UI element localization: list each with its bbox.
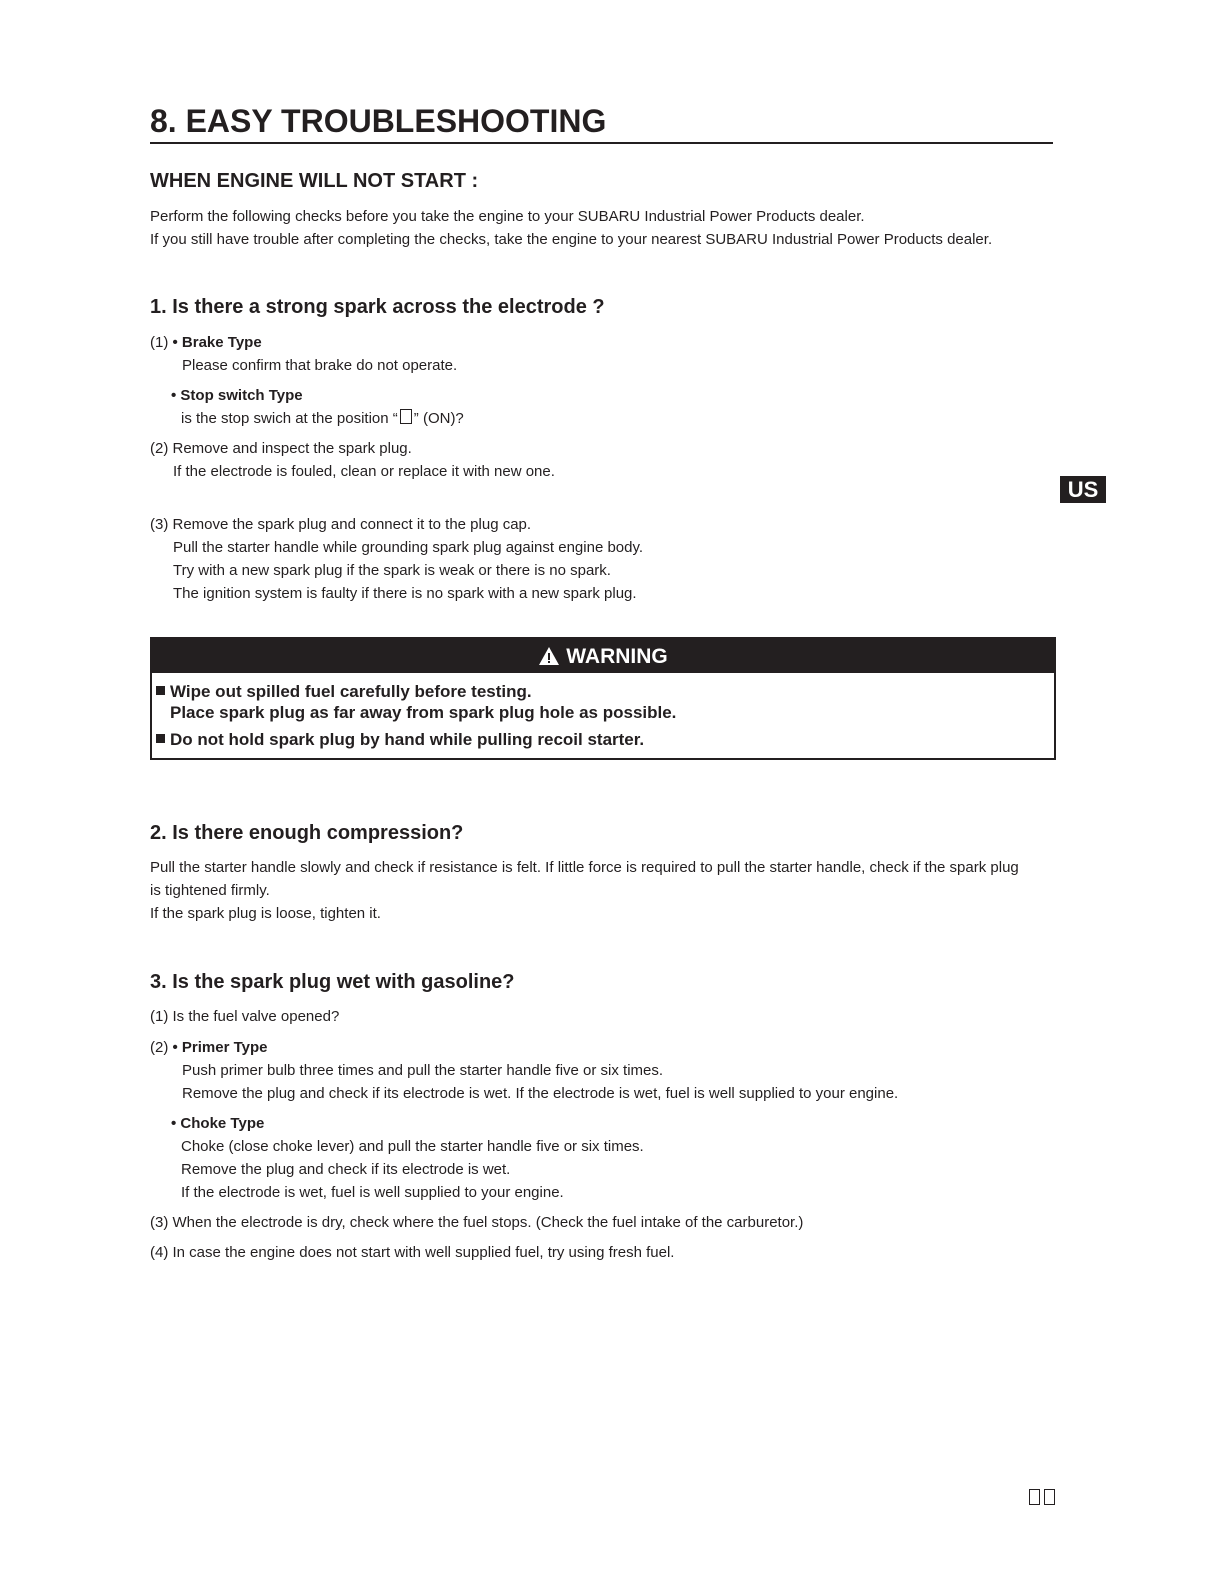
warning-label: WARNING	[566, 645, 668, 668]
brake-type-label: • Brake Type	[172, 334, 262, 351]
section2-heading: 2. Is there enough compression?	[150, 822, 464, 844]
s3-item2-number: (2)	[150, 1039, 173, 1056]
primer-text-a: Push primer bulb three times and pull the starter handle five or six times.	[182, 1062, 664, 1079]
page-number-glyph-icon	[1044, 1489, 1055, 1505]
s2-line-3: If the spark plug is loose, tighten it.	[150, 905, 381, 922]
stop-switch-text-b: ” (ON)?	[413, 410, 464, 427]
warning-header	[152, 639, 1054, 673]
stop-switch-label: • Stop switch Type	[171, 387, 303, 404]
s2-line-1: Pull the starter handle slowly and check if resistance is felt. If little force is required to pull the starter handle, check if the spark plug	[150, 859, 1019, 876]
stop-switch-text-a: is the stop swich at the position “	[181, 410, 398, 427]
choke-text-b: Remove the plug and check if its electrode is wet.	[181, 1161, 511, 1178]
intro-line-2: If you still have trouble after completing the checks, take the engine to your nearest SUBARU Industrial Power Products dealer.	[150, 231, 993, 248]
warning-line-2: Place spark plug as far away from spark plug hole as possible.	[170, 703, 677, 722]
language-tab-us: US	[1060, 476, 1106, 503]
page-title: 8. EASY TROUBLESHOOTING	[150, 100, 1053, 144]
primer-type-label: • Primer Type	[172, 1039, 268, 1056]
s3-item4: (4) In case the engine does not start with well supplied fuel, try using fresh fuel.	[150, 1244, 675, 1261]
choke-text-c: If the electrode is wet, fuel is well supplied to your engine.	[181, 1184, 564, 1201]
s3-item2	[150, 1036, 268, 1059]
page-number-glyph-icon	[1029, 1489, 1040, 1505]
s1-item3-c: Try with a new spark plug if the spark is weak or there is no spark.	[173, 562, 611, 579]
s1-item1-number: (1)	[150, 334, 173, 351]
s1-item3-b: Pull the starter handle while grounding spark plug against engine body.	[173, 539, 644, 556]
on-position-symbol-icon	[400, 409, 412, 424]
section-subtitle: WHEN ENGINE WILL NOT START :	[150, 170, 479, 192]
s1-item2-a: (2) Remove and inspect the spark plug.	[150, 440, 412, 457]
s1-item3-d: The ignition system is faulty if there is no spark with a new spark plug.	[173, 585, 637, 602]
primer-text-b: Remove the plug and check if its electrode is wet. If the electrode is wet, fuel is well supplied to your engine.	[182, 1085, 899, 1102]
stop-switch-text	[181, 407, 464, 430]
section1-heading: 1. Is there a strong spark across the electrode ?	[150, 296, 605, 318]
choke-type-label: • Choke Type	[171, 1115, 265, 1132]
warning-line-3: Do not hold spark plug by hand while pulling recoil starter.	[170, 730, 645, 749]
intro-line-1: Perform the following checks before you take the engine to your SUBARU Industrial Power Products dealer.	[150, 208, 865, 225]
section3-heading: 3. Is the spark plug wet with gasoline?	[150, 971, 515, 993]
bullet-square-icon	[156, 734, 165, 743]
warning-triangle-icon	[538, 646, 560, 666]
brake-type-text: Please confirm that brake do not operate.	[182, 357, 458, 374]
s3-item1: (1) Is the fuel valve opened?	[150, 1008, 340, 1025]
choke-text-a: Choke (close choke lever) and pull the starter handle five or six times.	[181, 1138, 644, 1155]
warning-item-2	[156, 729, 644, 751]
s1-item2-b: If the electrode is fouled, clean or replace it with new one.	[173, 463, 555, 480]
warning-line-1: Wipe out spilled fuel carefully before testing.	[170, 682, 532, 701]
bullet-square-icon	[156, 686, 165, 695]
s1-item1	[150, 331, 262, 354]
warning-box	[150, 637, 1056, 760]
s2-line-2: is tightened firmly.	[150, 882, 270, 899]
s1-item3-a: (3) Remove the spark plug and connect it to the plug cap.	[150, 516, 532, 533]
s3-item3: (3) When the electrode is dry, check where the fuel stops. (Check the fuel intake of the carburetor.)	[150, 1214, 804, 1231]
warning-item-1	[156, 681, 532, 703]
page-number	[1027, 1486, 1057, 1510]
